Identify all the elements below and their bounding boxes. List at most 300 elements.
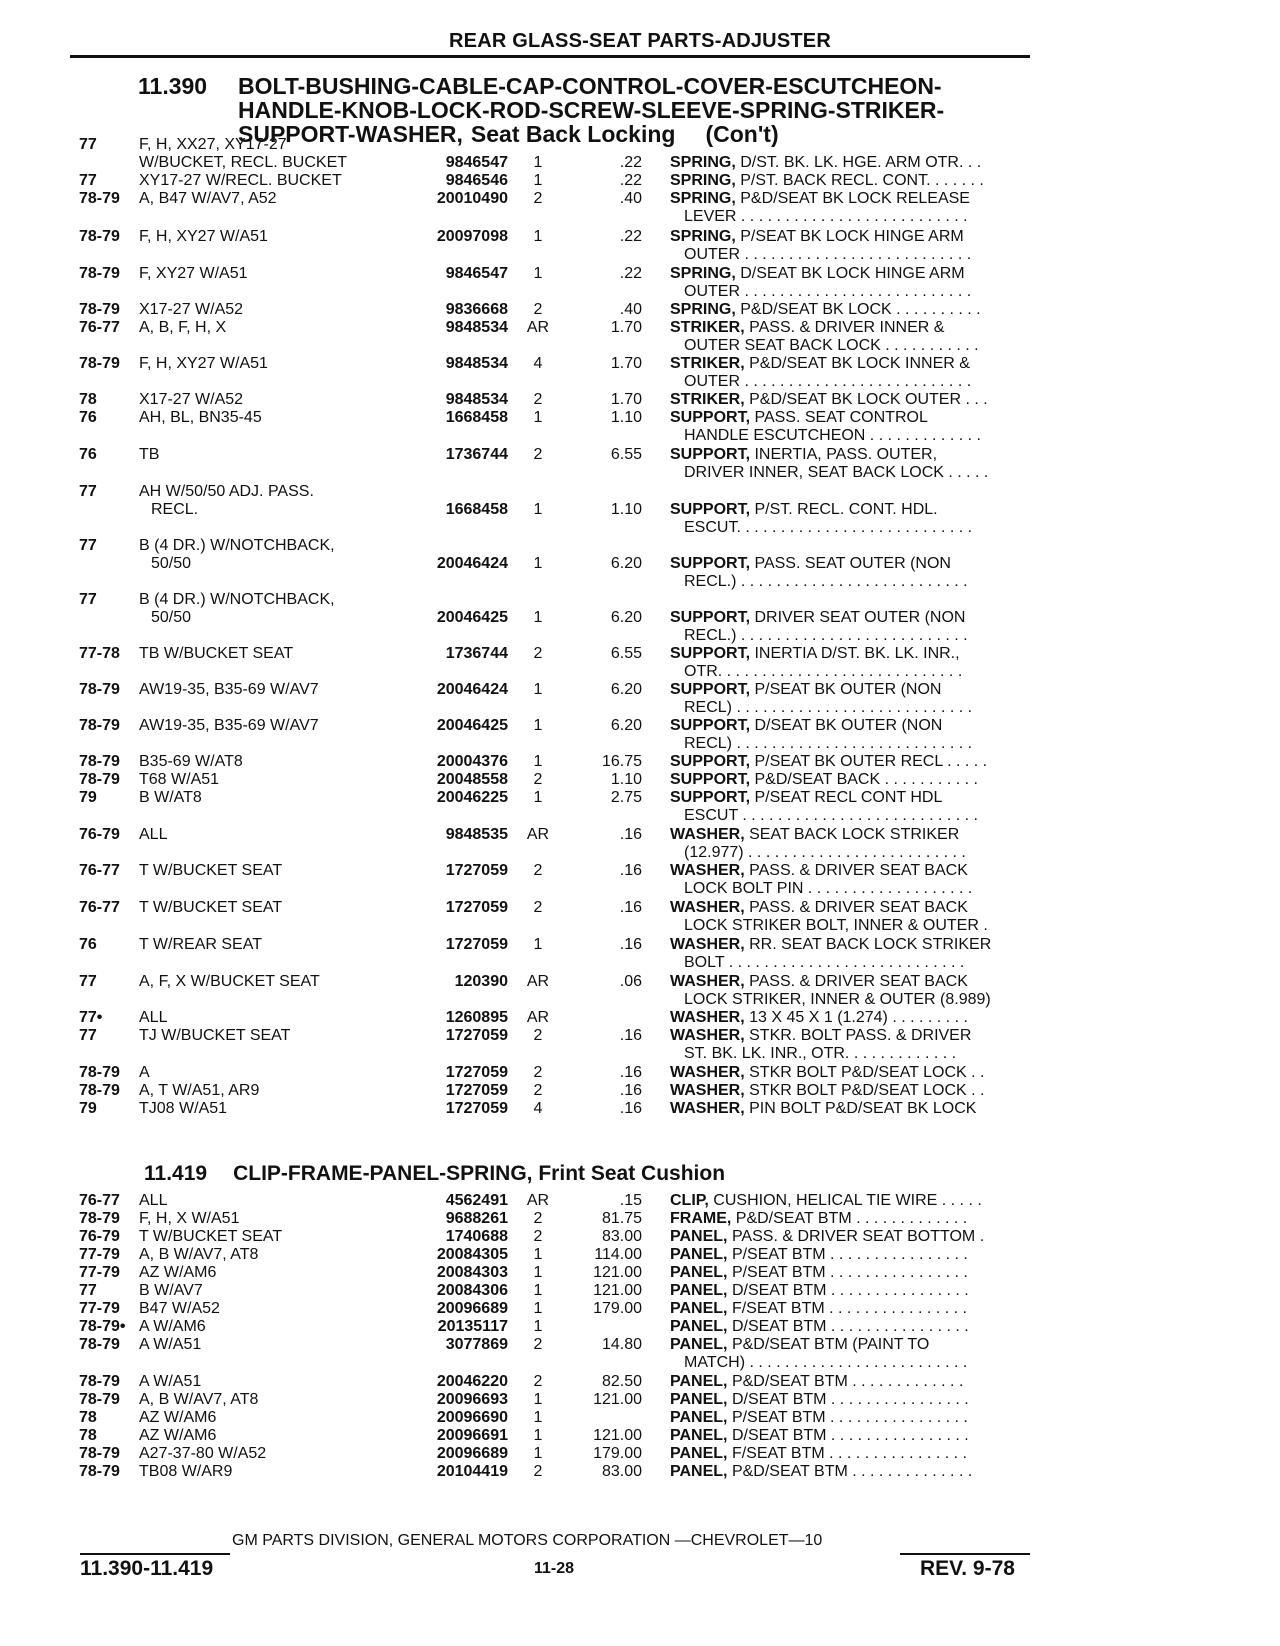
model-description: T W/BUCKET SEAT bbox=[139, 862, 283, 879]
part-number: 20046425 bbox=[436, 609, 508, 626]
price: 6.20 bbox=[610, 717, 642, 734]
part-name-detail: P&D/SEAT BK LOCK OUTER . . . bbox=[749, 391, 988, 408]
model-year: 77-78 bbox=[79, 645, 120, 662]
part-name bbox=[670, 936, 1035, 954]
model-year: 76-77 bbox=[79, 862, 120, 879]
model-year: 76 bbox=[79, 409, 97, 426]
part-number: 20104419 bbox=[436, 1463, 508, 1480]
part-name-keyword: WASHER, bbox=[670, 1100, 745, 1117]
price: 2.75 bbox=[610, 789, 642, 806]
part-name-keyword: SUPPORT, bbox=[670, 681, 751, 698]
model-description: A, T W/A51, AR9 bbox=[139, 1082, 260, 1099]
part-number: 20046424 bbox=[436, 555, 508, 572]
part-name bbox=[670, 1427, 1035, 1445]
model-year: 78-79 bbox=[79, 301, 120, 318]
part-number: 1736744 bbox=[445, 446, 508, 463]
quantity: 2 bbox=[533, 1336, 543, 1353]
model-year: 78 bbox=[79, 391, 97, 408]
part-name-detail: F/SEAT BTM . . . . . . . . . . . . . . . . bbox=[731, 1445, 967, 1462]
part-name-keyword: PANEL, bbox=[670, 1391, 728, 1408]
part-name bbox=[670, 154, 1035, 172]
quantity: 2 bbox=[533, 1064, 543, 1081]
model-description: F, H, XY27 W/A51 bbox=[139, 228, 268, 245]
part-name-detail: PASS. SEAT CONTROL bbox=[754, 409, 928, 426]
part-name-keyword: SPRING, bbox=[670, 301, 736, 318]
model-description: B (4 DR.) W/NOTCHBACK, bbox=[139, 591, 335, 608]
quantity: 1 bbox=[533, 154, 543, 171]
part-name bbox=[670, 190, 1035, 208]
part-name-keyword: PANEL, bbox=[670, 1264, 728, 1281]
part-name-detail: PIN BOLT P&D/SEAT BK LOCK bbox=[749, 1100, 977, 1117]
price: 81.75 bbox=[601, 1210, 642, 1227]
model-description: TJ W/BUCKET SEAT bbox=[139, 1027, 291, 1044]
part-number: 1727059 bbox=[445, 1082, 508, 1099]
quantity: 1 bbox=[533, 172, 543, 189]
quantity: 1 bbox=[533, 1264, 543, 1281]
part-name-detail: P&D/SEAT BK LOCK RELEASE bbox=[740, 190, 970, 207]
model-year: 78-79 bbox=[79, 228, 120, 245]
part-number: 20084305 bbox=[436, 1246, 508, 1263]
part-name bbox=[670, 1264, 1035, 1282]
price: 6.55 bbox=[610, 645, 642, 662]
part-name bbox=[670, 391, 1035, 409]
model-description: AZ W/AM6 bbox=[139, 1409, 217, 1426]
part-name bbox=[670, 1064, 1035, 1082]
quantity: 4 bbox=[533, 1100, 543, 1117]
part-number: 1668458 bbox=[445, 409, 508, 426]
part-name bbox=[670, 789, 1035, 807]
model-description: AZ W/AM6 bbox=[139, 1264, 217, 1281]
part-name-continuation: RECL.) . . . . . . . . . . . . . . . . . . . . . . . . . . bbox=[684, 627, 968, 644]
part-name bbox=[670, 609, 1035, 627]
model-year: 76-79 bbox=[79, 1228, 120, 1245]
model-description: F, H, XY27 W/A51 bbox=[139, 355, 268, 372]
part-number: 1740688 bbox=[445, 1228, 508, 1245]
part-name-detail: D/SEAT BTM . . . . . . . . . . . . . . . . bbox=[731, 1318, 969, 1335]
price: .22 bbox=[619, 172, 642, 189]
model-description: W/BUCKET, RECL. BUCKET bbox=[139, 154, 348, 171]
model-year: 77 bbox=[79, 537, 97, 554]
part-number: 1736744 bbox=[445, 645, 508, 662]
price: .16 bbox=[619, 1082, 642, 1099]
part-number: 20096693 bbox=[436, 1391, 508, 1408]
part-name bbox=[670, 228, 1035, 246]
model-year: 78-79 bbox=[79, 265, 120, 282]
part-name-detail: CUSHION, HELICAL TIE WIRE . . . . . bbox=[713, 1192, 982, 1209]
part-name-continuation: MATCH) . . . . . . . . . . . . . . . . . . . . . . . . . bbox=[684, 1354, 968, 1371]
part-name-keyword: SUPPORT, bbox=[670, 771, 751, 788]
part-name-detail: P/SEAT BK LOCK HINGE ARM bbox=[740, 228, 964, 245]
quantity: 1 bbox=[533, 717, 543, 734]
part-name-keyword: SUPPORT, bbox=[670, 789, 751, 806]
part-number: 9846546 bbox=[445, 172, 508, 189]
model-year: 77• bbox=[79, 1009, 103, 1026]
model-year: 78-79• bbox=[79, 1318, 126, 1335]
part-name-keyword: SUPPORT, bbox=[670, 446, 751, 463]
part-number: 9846547 bbox=[445, 265, 508, 282]
model-year: 78 bbox=[79, 1427, 97, 1444]
price: 83.00 bbox=[601, 1228, 642, 1245]
model-description: B W/AV7 bbox=[139, 1282, 203, 1299]
part-name-keyword: PANEL, bbox=[670, 1445, 728, 1462]
part-name-detail: SEAT BACK LOCK STRIKER bbox=[749, 826, 960, 843]
model-year: 78-79 bbox=[79, 190, 120, 207]
model-description: A27-37-80 W/A52 bbox=[139, 1445, 267, 1462]
model-year: 77-79 bbox=[79, 1264, 120, 1281]
model-year: 78-79 bbox=[79, 1373, 120, 1390]
model-description: 50/50 bbox=[151, 609, 192, 626]
price: .16 bbox=[619, 826, 642, 843]
part-name-keyword: SUPPORT, bbox=[670, 555, 751, 572]
model-description: T W/BUCKET SEAT bbox=[139, 1228, 283, 1245]
part-name-continuation: OTR. . . . . . . . . . . . . . . . . . . . . . . . . . . . bbox=[684, 663, 963, 680]
part-number: 120390 bbox=[454, 973, 508, 990]
part-name-detail: PASS. & DRIVER SEAT BACK bbox=[749, 862, 968, 879]
part-name-detail: P&D/SEAT BK LOCK . . . . . . . . . . bbox=[740, 301, 981, 318]
part-name-continuation: RECL) . . . . . . . . . . . . . . . . . . . . . . . . . . . bbox=[684, 699, 973, 716]
part-name-detail: P/SEAT BTM . . . . . . . . . . . . . . . . bbox=[731, 1246, 968, 1263]
section-title: CLIP-FRAME-PANEL-SPRING, bbox=[233, 1162, 533, 1185]
quantity: AR bbox=[526, 319, 550, 336]
part-name-keyword: SPRING, bbox=[670, 154, 736, 171]
part-name-keyword: SPRING, bbox=[670, 190, 736, 207]
quantity: 2 bbox=[533, 301, 543, 318]
part-name bbox=[670, 1318, 1035, 1336]
part-name bbox=[670, 1463, 1035, 1481]
quantity: 1 bbox=[533, 681, 543, 698]
quantity: 2 bbox=[533, 1082, 543, 1099]
model-description: A W/A51 bbox=[139, 1336, 202, 1353]
price: 1.70 bbox=[610, 355, 642, 372]
price: 1.70 bbox=[610, 319, 642, 336]
model-description: A, B W/AV7, AT8 bbox=[139, 1391, 259, 1408]
price: 179.00 bbox=[593, 1300, 642, 1317]
part-number: 1727059 bbox=[445, 1100, 508, 1117]
part-name bbox=[670, 645, 1035, 663]
part-name-keyword: SUPPORT, bbox=[670, 645, 751, 662]
part-name-keyword: CLIP, bbox=[670, 1192, 709, 1209]
model-description: T W/BUCKET SEAT bbox=[139, 899, 283, 916]
part-number: 9688261 bbox=[445, 1210, 508, 1227]
part-name-detail: INERTIA, PASS. OUTER, bbox=[754, 446, 938, 463]
price: .22 bbox=[619, 265, 642, 282]
page-title: REAR GLASS-SEAT PARTS-ADJUSTER bbox=[449, 30, 831, 52]
part-name-keyword: SPRING, bbox=[670, 265, 736, 282]
model-year: 78-79 bbox=[79, 1210, 120, 1227]
part-name-keyword: PANEL, bbox=[670, 1409, 728, 1426]
part-name bbox=[670, 771, 1035, 789]
part-name-detail: P/SEAT RECL CONT HDL bbox=[754, 789, 943, 806]
part-name bbox=[670, 409, 1035, 427]
part-number: 20096689 bbox=[436, 1445, 508, 1462]
part-number: 20004376 bbox=[436, 753, 508, 770]
part-name-continuation: HANDLE ESCUTCHEON . . . . . . . . . . . . . bbox=[684, 427, 981, 444]
model-year: 77 bbox=[79, 973, 97, 990]
section-heading-11-419 bbox=[144, 1162, 725, 1186]
part-name-detail: PASS. SEAT OUTER (NON bbox=[754, 555, 951, 572]
part-name bbox=[670, 501, 1035, 519]
price: 121.00 bbox=[593, 1427, 642, 1444]
model-description: A, F, X W/BUCKET SEAT bbox=[139, 973, 320, 990]
section-number: 11.390 bbox=[138, 73, 208, 99]
part-name-detail: P/SEAT BK OUTER (NON bbox=[754, 681, 942, 698]
price: 14.80 bbox=[601, 1336, 642, 1353]
quantity: 2 bbox=[533, 391, 543, 408]
model-description: A W/AM6 bbox=[139, 1318, 206, 1335]
model-description: X17-27 W/A52 bbox=[139, 391, 244, 408]
part-name-keyword: STRIKER, bbox=[670, 355, 745, 372]
model-year: 78-79 bbox=[79, 681, 120, 698]
part-name-detail: PASS. & DRIVER SEAT BOTTOM . bbox=[731, 1228, 985, 1245]
price: .40 bbox=[619, 301, 642, 318]
part-number: 20084303 bbox=[436, 1264, 508, 1281]
part-name-detail: D/SEAT BK OUTER (NON bbox=[754, 717, 943, 734]
part-name-keyword: SUPPORT, bbox=[670, 753, 751, 770]
price: .16 bbox=[619, 1064, 642, 1081]
part-name-continuation: BOLT . . . . . . . . . . . . . . . . . . . . . . . . . . . bbox=[684, 954, 965, 971]
model-description: AW19-35, B35-69 W/AV7 bbox=[139, 717, 319, 734]
part-name-keyword: WASHER, bbox=[670, 826, 745, 843]
model-description: B W/AT8 bbox=[139, 789, 202, 806]
price: 6.20 bbox=[610, 609, 642, 626]
part-name-detail: P/SEAT BK OUTER RECL . . . . . bbox=[754, 753, 988, 770]
model-description: A, B, F, H, X bbox=[139, 319, 227, 336]
model-year: 78-79 bbox=[79, 771, 120, 788]
model-description: TJ08 W/A51 bbox=[139, 1100, 228, 1117]
part-name bbox=[670, 1192, 1035, 1210]
quantity: 2 bbox=[533, 1228, 543, 1245]
quantity: 1 bbox=[533, 609, 543, 626]
part-name bbox=[670, 555, 1035, 573]
part-number: 20046424 bbox=[436, 681, 508, 698]
part-name bbox=[670, 1391, 1035, 1409]
part-name-keyword: WASHER, bbox=[670, 1009, 745, 1026]
part-name bbox=[670, 1082, 1035, 1100]
part-name bbox=[670, 265, 1035, 283]
quantity: AR bbox=[526, 1009, 550, 1026]
part-name-detail: P/SEAT BTM . . . . . . . . . . . . . . . . bbox=[731, 1409, 968, 1426]
model-description: B47 W/A52 bbox=[139, 1300, 220, 1317]
part-name-keyword: STRIKER, bbox=[670, 391, 745, 408]
model-year: 77 bbox=[79, 1027, 97, 1044]
part-name bbox=[670, 172, 1035, 190]
part-name-keyword: PANEL, bbox=[670, 1336, 728, 1353]
part-name-keyword: PANEL, bbox=[670, 1427, 728, 1444]
part-name-detail: D/ST. BK. LK. HGE. ARM OTR. . . bbox=[740, 154, 982, 171]
model-description: RECL. bbox=[151, 501, 199, 518]
price: .16 bbox=[619, 1100, 642, 1117]
model-year: 76 bbox=[79, 936, 97, 953]
part-name-detail: P&D/SEAT BTM . . . . . . . . . . . . . bbox=[735, 1210, 968, 1227]
part-name-detail: P&D/SEAT BK LOCK INNER & bbox=[749, 355, 970, 372]
part-number: 9846547 bbox=[445, 154, 508, 171]
quantity: 1 bbox=[533, 1409, 543, 1426]
part-name-keyword: WASHER, bbox=[670, 936, 745, 953]
model-description: A bbox=[139, 1064, 150, 1081]
part-number: 20046220 bbox=[436, 1373, 508, 1390]
price: 179.00 bbox=[593, 1445, 642, 1462]
part-number: 3077869 bbox=[445, 1336, 508, 1353]
part-name-detail: RR. SEAT BACK LOCK STRIKER bbox=[749, 936, 992, 953]
model-year: 78-79 bbox=[79, 355, 120, 372]
model-year: 79 bbox=[79, 1100, 97, 1117]
part-number: 20010490 bbox=[436, 190, 508, 207]
section-title-line3: SUPPORT-WASHER, bbox=[238, 121, 463, 147]
quantity: 1 bbox=[533, 1445, 543, 1462]
part-number: 20097098 bbox=[436, 228, 508, 245]
model-description: F, H, XX27, XY17-27 bbox=[139, 136, 287, 153]
part-name-continuation: RECL.) . . . . . . . . . . . . . . . . . . . . . . . . . . bbox=[684, 573, 968, 590]
part-number: 20048558 bbox=[436, 771, 508, 788]
model-description: A, B W/AV7, AT8 bbox=[139, 1246, 259, 1263]
part-name-continuation: ESCUT. . . . . . . . . . . . . . . . . . . . . . . . . . . bbox=[684, 519, 973, 536]
quantity: 1 bbox=[533, 1391, 543, 1408]
part-number: 20096691 bbox=[436, 1427, 508, 1444]
part-number: 20096689 bbox=[436, 1300, 508, 1317]
part-name bbox=[670, 1300, 1035, 1318]
part-name-keyword: WASHER, bbox=[670, 1064, 745, 1081]
quantity: 2 bbox=[533, 1463, 543, 1480]
part-name bbox=[670, 1246, 1035, 1264]
quantity: 1 bbox=[533, 409, 543, 426]
footer-rule-left bbox=[80, 1553, 230, 1555]
model-year: 78-79 bbox=[79, 753, 120, 770]
part-name-keyword: WASHER, bbox=[670, 899, 745, 916]
model-year: 78-79 bbox=[79, 1445, 120, 1462]
part-name bbox=[670, 1027, 1035, 1045]
quantity: 2 bbox=[533, 899, 543, 916]
part-name-detail: STKR BOLT P&D/SEAT LOCK . . bbox=[749, 1082, 985, 1099]
part-name-detail: D/SEAT BTM . . . . . . . . . . . . . . . . bbox=[731, 1427, 969, 1444]
part-name-continuation: (12.977) . . . . . . . . . . . . . . . . . . . . . . . . . bbox=[684, 844, 966, 861]
model-description: T68 W/A51 bbox=[139, 771, 220, 788]
part-name bbox=[670, 973, 1035, 991]
part-number: 1727059 bbox=[445, 862, 508, 879]
model-description: ALL bbox=[139, 1192, 168, 1209]
model-year: 76-77 bbox=[79, 319, 120, 336]
model-description: F, H, X W/A51 bbox=[139, 1210, 240, 1227]
price: 114.00 bbox=[594, 1246, 642, 1263]
part-name bbox=[670, 681, 1035, 699]
part-name-detail: PASS. & DRIVER SEAT BACK bbox=[749, 899, 968, 916]
model-year: 78-79 bbox=[79, 1336, 120, 1353]
part-number: 1727059 bbox=[445, 899, 508, 916]
model-year: 78-79 bbox=[79, 1064, 120, 1081]
quantity: 1 bbox=[533, 1427, 543, 1444]
section-title-line1: BOLT-BUSHING-CABLE-CAP-CONTROL-COVER-ESCUTCHEON- bbox=[238, 73, 942, 99]
price: .40 bbox=[619, 190, 642, 207]
part-name-detail: P&D/SEAT BTM (PAINT TO bbox=[731, 1336, 930, 1353]
quantity: AR bbox=[526, 973, 550, 990]
part-name bbox=[670, 753, 1035, 771]
quantity: 1 bbox=[533, 753, 543, 770]
quantity: 1 bbox=[533, 936, 543, 953]
quantity: 2 bbox=[533, 1373, 543, 1390]
part-name-keyword: FRAME, bbox=[670, 1210, 732, 1227]
model-year: 77 bbox=[79, 172, 97, 189]
price: .15 bbox=[619, 1192, 642, 1209]
part-name-continuation: ST. BK. LK. INR., OTR. . . . . . . . . . . . . bbox=[684, 1045, 957, 1062]
part-name-keyword: PANEL, bbox=[670, 1228, 728, 1245]
section-continued: (Con't) bbox=[705, 121, 779, 147]
model-year: 77 bbox=[79, 136, 97, 153]
part-number: 1668458 bbox=[445, 501, 508, 518]
part-name-keyword: PANEL, bbox=[670, 1373, 728, 1390]
price: 1.70 bbox=[610, 391, 642, 408]
section-subtitle: Frint Seat Cushion bbox=[538, 1162, 726, 1185]
part-name-continuation: OUTER . . . . . . . . . . . . . . . . . . . . . . . . . . bbox=[684, 283, 972, 300]
model-description: TB bbox=[139, 446, 160, 463]
part-number: 20096690 bbox=[436, 1409, 508, 1426]
part-number: 20046425 bbox=[436, 717, 508, 734]
part-name bbox=[670, 717, 1035, 735]
part-name-detail: P/ST. RECL. CONT. HDL. bbox=[754, 501, 938, 518]
part-name bbox=[670, 301, 1035, 319]
footer-revision: REV. 9-78 bbox=[920, 1557, 1015, 1580]
model-description: ALL bbox=[139, 1009, 168, 1026]
quantity: 1 bbox=[533, 555, 543, 572]
price: 16.75 bbox=[601, 753, 642, 770]
part-name-continuation: LOCK STRIKER, INNER & OUTER (8.989) bbox=[684, 991, 991, 1008]
part-name-keyword: PANEL, bbox=[670, 1246, 728, 1263]
part-name-detail: INERTIA D/ST. BK. LK. INR., bbox=[754, 645, 960, 662]
part-number: 1260895 bbox=[445, 1009, 508, 1026]
part-number: 9836668 bbox=[445, 301, 508, 318]
part-name-detail: STKR BOLT P&D/SEAT LOCK . . bbox=[749, 1064, 985, 1081]
price: 6.20 bbox=[610, 555, 642, 572]
price: .06 bbox=[619, 973, 642, 990]
part-name-keyword: PANEL, bbox=[670, 1282, 728, 1299]
quantity: 2 bbox=[533, 1210, 543, 1227]
model-year: 77-79 bbox=[79, 1246, 120, 1263]
part-name-continuation: OUTER . . . . . . . . . . . . . . . . . . . . . . . . . . bbox=[684, 246, 972, 263]
model-description: AW19-35, B35-69 W/AV7 bbox=[139, 681, 319, 698]
model-description: ALL bbox=[139, 826, 168, 843]
quantity: 2 bbox=[533, 645, 543, 662]
part-name-continuation: RECL) . . . . . . . . . . . . . . . . . . . . . . . . . . . bbox=[684, 735, 973, 752]
model-year: 77 bbox=[79, 1282, 97, 1299]
part-name bbox=[670, 1100, 1035, 1118]
section-subtitle: Seat Back Locking bbox=[470, 121, 676, 147]
model-year: 78-79 bbox=[79, 1082, 120, 1099]
quantity: 1 bbox=[533, 1300, 543, 1317]
footer-page-number: 11-28 bbox=[534, 1560, 575, 1577]
quantity: 1 bbox=[533, 1282, 543, 1299]
part-name-keyword: PANEL, bbox=[670, 1300, 728, 1317]
model-year: 78 bbox=[79, 1409, 97, 1426]
model-year: 76-77 bbox=[79, 899, 120, 916]
price: 1.10 bbox=[610, 409, 642, 426]
quantity: AR bbox=[526, 826, 550, 843]
part-name bbox=[670, 1409, 1035, 1427]
part-name-continuation: OUTER . . . . . . . . . . . . . . . . . . . . . . . . . . bbox=[684, 373, 972, 390]
part-name-detail: P/ST. BACK RECL. CONT. . . . . . . bbox=[740, 172, 984, 189]
quantity: 2 bbox=[533, 446, 543, 463]
part-name-keyword: WASHER, bbox=[670, 1082, 745, 1099]
quantity: 1 bbox=[533, 228, 543, 245]
part-number: 20046225 bbox=[436, 789, 508, 806]
price: 82.50 bbox=[601, 1373, 642, 1390]
part-name bbox=[670, 862, 1035, 880]
part-name-detail: D/SEAT BK LOCK HINGE ARM bbox=[740, 265, 965, 282]
price: 121.00 bbox=[593, 1391, 642, 1408]
part-number: 1727059 bbox=[445, 1064, 508, 1081]
quantity: 2 bbox=[533, 1027, 543, 1044]
section-title-line2: HANDLE-KNOB-LOCK-ROD-SCREW-SLEEVE-SPRING-STRIKER- bbox=[238, 97, 945, 123]
model-description: A W/A51 bbox=[139, 1373, 202, 1390]
part-name-keyword: WASHER, bbox=[670, 973, 745, 990]
part-name bbox=[670, 446, 1035, 464]
